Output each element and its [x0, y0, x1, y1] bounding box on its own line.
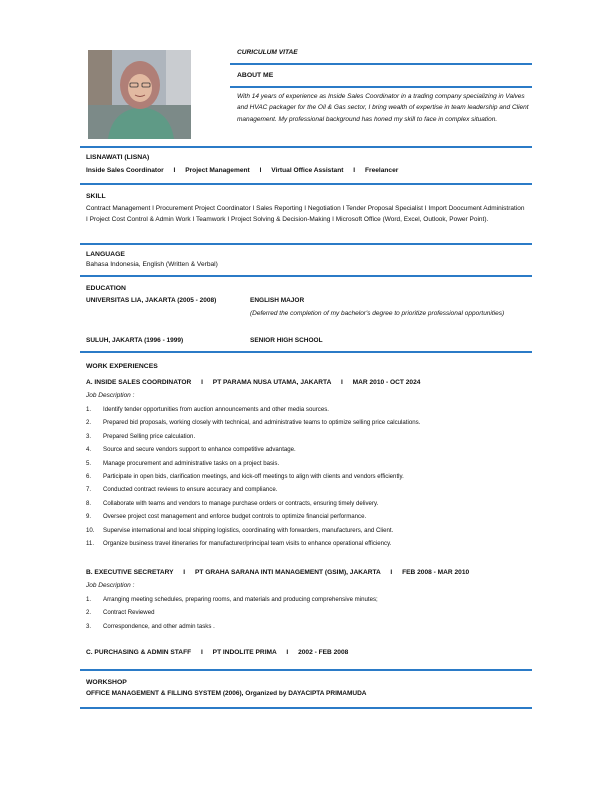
language-heading: LANGUAGE	[86, 251, 125, 258]
job-header	[86, 569, 469, 576]
education-heading: EDUCATION	[86, 285, 126, 292]
job-description-label: Job Description :	[86, 392, 135, 399]
role-separator: I	[353, 167, 356, 174]
list-item: 11. Organize business travel itineraries for manufacturer/principal team visits to enhance operational efficiency.	[86, 540, 392, 548]
list-item: 1. Arranging meeting schedules, preparing rooms, and materials and producing comprehensive minutes;	[86, 596, 378, 603]
about-heading: ABOUT ME	[237, 72, 274, 79]
profile-photo-illustration	[88, 50, 191, 139]
skill-heading: SKILL	[86, 193, 106, 200]
list-item: 6. Participate in open bids, clarification meetings, and kick-off meetings to align with clients and vendors efficiently.	[86, 473, 404, 481]
job-separator: I	[340, 379, 343, 386]
job-title: B. EXECUTIVE SECRETARY	[86, 569, 174, 576]
list-item: 4. Source and secure vendors support to enhance competitive advantage.	[86, 446, 296, 454]
list-item: 5. Manage procurement and administrative tasks on a project basis.	[86, 459, 280, 467]
language-text: Bahasa Indonesia, English (Written & Verbal)	[86, 261, 218, 268]
roles-line	[86, 167, 398, 174]
role-separator: I	[259, 167, 262, 174]
cv-title: CURICULUM VITAE	[237, 49, 298, 56]
education-major: SENIOR HIGH SCHOOL	[250, 337, 323, 344]
job-company: PT PARAMA NUSA UTAMA, JAKARTA	[212, 379, 332, 386]
divider	[80, 669, 532, 671]
job-separator: I	[200, 649, 203, 656]
list-item: 2. Prepared bid proposals, working closely with technical, and administrative teams to optimize selling price calculations.	[86, 419, 421, 427]
skill-text: Contract Management I Procurement Project Coordinator I Sales Reporting I Negotiation I Tender Proposal Specialist I Import Doocument Administration I Project Cost Control & Admin Work I Teamwork I Project Solving & Decision-Making I Microsoft Office (Word, Excel, Outlook, Power Point).	[86, 205, 525, 224]
job-title: C. PURCHASING & ADMIN STAFF	[86, 649, 192, 656]
list-item: 1. Identify tender opportunities from auction announcements and other media sources.	[86, 406, 329, 413]
divider	[230, 63, 532, 65]
about-text: With 14 years of experience as Inside Sales Coordinator in a trading company specializing in Valves and HVAC packager for the Oil & Gas sector, I bring wealth of expertise in team leadership and Client management. My professional background has honed my skill to face in complex situation.	[237, 93, 529, 123]
divider	[230, 86, 532, 88]
profile-photo	[88, 50, 191, 139]
job-period: MAR 2010 - OCT 2024	[352, 379, 421, 386]
workshop-text: OFFICE MANAGEMENT & FILLING SYSTEM (2006), Organized by DAYACIPTA PRIMAMUDA	[86, 690, 367, 697]
role: Virtual Office Assistant	[271, 167, 344, 174]
education-note: (Deferred the completion of my bachelor's degree to prioritize professional opportunities)	[250, 310, 505, 317]
work-heading: WORK EXPERIENCES	[86, 363, 158, 370]
job-header	[86, 649, 348, 656]
divider	[80, 243, 532, 245]
list-item: 8. Collaborate with teams and vendors to manage purchase orders or contracts, ensuring timely delivery.	[86, 499, 379, 507]
list-item: 3. Prepared Selling price calculation.	[86, 432, 196, 440]
job-separator: I	[390, 569, 393, 576]
list-item: 10. Supervise international and local shipping logistics, coordinating with forwarders, manufacturers, and Client.	[86, 526, 394, 534]
job-separator: I	[201, 379, 203, 386]
job-separator: I	[286, 649, 289, 656]
job-header	[86, 379, 420, 386]
role-separator: I	[173, 167, 176, 174]
list-item: 2. Contract Reviewed	[86, 609, 155, 617]
job-description-label: Job Description :	[86, 582, 135, 589]
education-school: SULUH, JAKARTA (1996 - 1999)	[86, 337, 184, 344]
candidate-name: LISNAWATI (LISNA)	[86, 154, 150, 161]
list-item: 9. Oversee project cost management and enforce budget controls to optimize financial performance.	[86, 513, 367, 521]
job-company: PT GRAHA SARANA INTI MANAGEMENT (GSIM), JAKARTA	[194, 569, 381, 576]
job-title: A. INSIDE SALES COORDINATOR	[86, 379, 192, 386]
job-tasks-b	[86, 593, 378, 633]
job-tasks-a	[86, 403, 420, 550]
workshop-heading: WORKSHOP	[86, 679, 127, 686]
divider	[80, 275, 532, 277]
divider	[80, 146, 532, 148]
list-item: 7. Conducted contract reviews to ensure accuracy and compliance.	[86, 486, 278, 494]
divider	[80, 707, 532, 709]
job-period: FEB 2008 - MAR 2010	[402, 569, 470, 576]
role: Inside Sales Coordinator	[86, 167, 164, 174]
list-item: 3. Correspondence, and other admin tasks .	[86, 622, 215, 630]
role: Freelancer	[364, 167, 399, 174]
job-period: 2002 - FEB 2008	[298, 649, 349, 656]
job-company: PT INDOLITE PRIMA	[212, 649, 277, 656]
job-separator: I	[183, 569, 186, 576]
role: Project Management	[185, 167, 250, 174]
education-school: UNIVERSITAS LIA, JAKARTA (2005 - 2008)	[86, 297, 217, 304]
education-major: ENGLISH MAJOR	[250, 297, 305, 304]
divider	[80, 183, 532, 185]
divider	[80, 351, 532, 353]
